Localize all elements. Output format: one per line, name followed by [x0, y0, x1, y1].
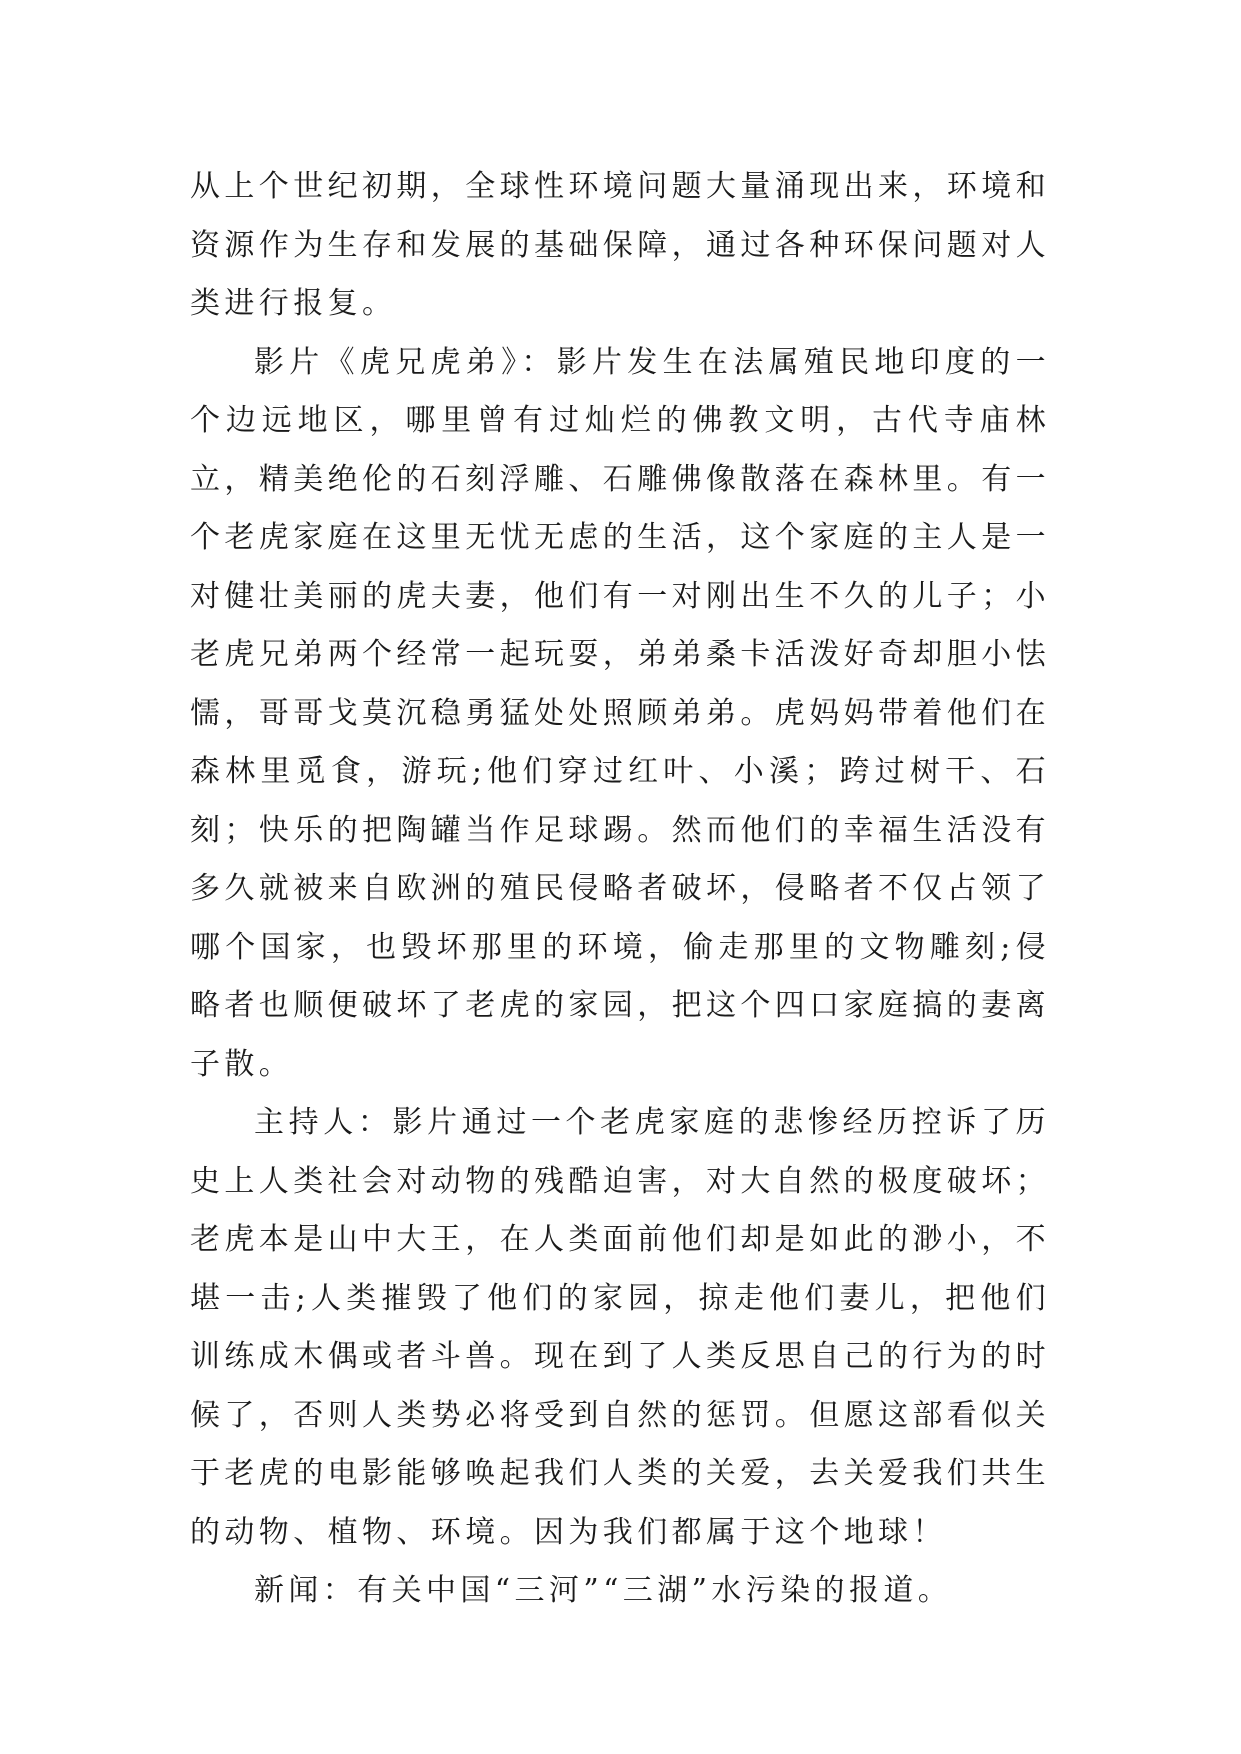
paragraph-intro: 从上个世纪初期，全球性环境问题大量涌现出来，环境和资源作为生存和发展的基础保障，通过各种环保问题对人类进行报复。 — [190, 169, 1050, 321]
paragraph-film-summary: 影片《虎兄虎弟》：影片发生在法属殖民地印度的一个边远地区，哪里曾有过灿烂的佛教文明，古代寺庙林立，精美绝伦的石刻浮雕、石雕佛像散落在森林里。有一个老虎家庭在这里无忧无虑的生活，这个家庭的主人是一对健壮美丽的虎夫妻，他们有一对刚出生不久的儿子；小老虎兄弟两个经常一起玩耍，弟弟桑卡活泼好奇却胆小怯懦，哥哥戈莫沉稳勇猛处处照顾弟弟。虎妈妈带着他们在森林里觅食，游玩;他们穿过红叶、小溪；跨过树干、石刻；快乐的把陶罐当作足球踢。然而他们的幸福生活没有多久就被来自欧洲的殖民侵略者破坏，侵略者不仅占领了哪个国家，也毁坏那里的环境，偷走那里的文物雕刻;侵略者也顺便破坏了老虎的家园，把这个四口家庭搞的妻离子散。 — [190, 344, 1050, 1082]
paragraph-news: 新闻：有关中国“三河”“三湖”水污染的报道。 — [254, 1573, 953, 1608]
paragraph-host-commentary: 主持人：影片通过一个老虎家庭的悲惨经历控诉了历史上人类社会对动物的残酷迫害，对大自然的极度破坏；老虎本是山中大王，在人类面前他们却是如此的渺小，不堪一击;人类摧毁了他们的家园，掠走他们妻儿，把他们训练成木偶或者斗兽。现在到了人类反思自己的行为的时候了，否则人类势必将受到自然的惩罚。但愿这部看似关于老虎的电影能够唤起我们人类的关爱，去关爱我们共生的动物、植物、环境。因为我们都属于这个地球！ — [190, 1105, 1050, 1550]
document-body — [190, 158, 1050, 1621]
